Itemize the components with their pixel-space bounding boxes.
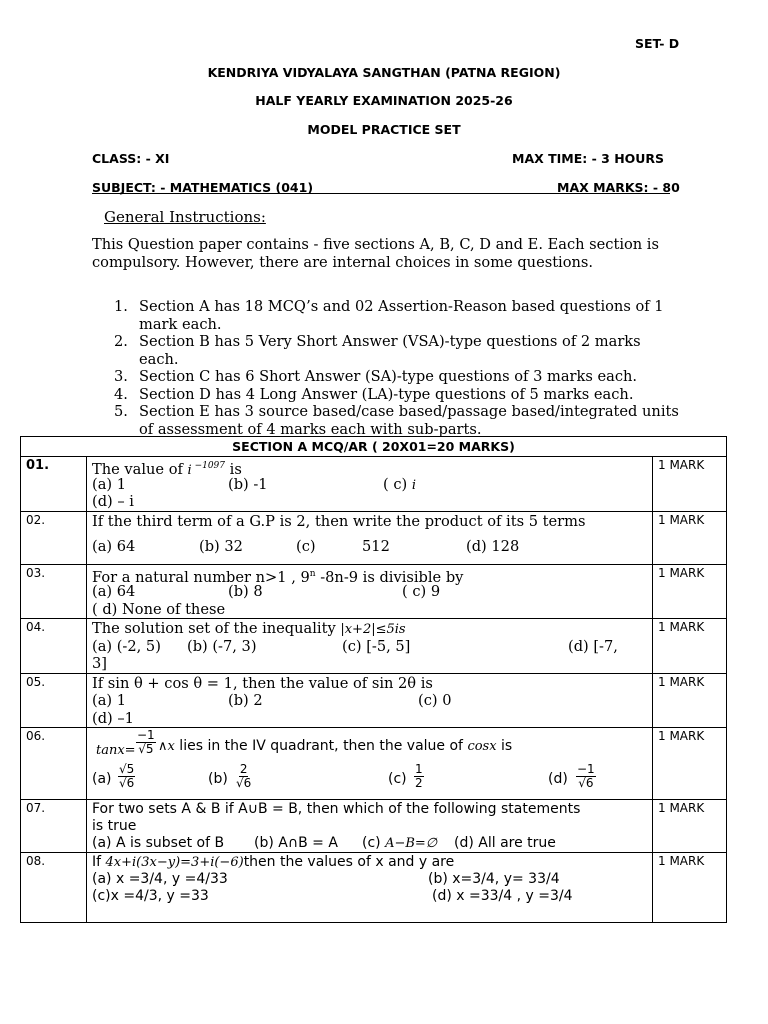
table-row: [21, 853, 727, 923]
question-7: For two sets A & B if A∪B = B, then which of the following statements is true (a) A is subset of B (b) A∩B = A (c) A−B=∅ (d) All are true: [87, 800, 653, 853]
header-underline: [92, 193, 670, 194]
marks-label: 1 MARK: [653, 800, 727, 853]
table-row: [21, 673, 727, 728]
table-row: [21, 564, 727, 619]
question-number: 05.: [21, 673, 87, 728]
exam-title: HALF YEARLY EXAMINATION 2025-26: [255, 93, 513, 108]
marks-label: 1 MARK: [653, 457, 727, 512]
instructions-intro: This Question paper contains - five sections A, B, C, D and E. Each section is compulsory. However, there are internal choices in some questions.: [92, 236, 659, 271]
section-a-title: SECTION A MCQ/AR ( 20X01=20 MARKS): [21, 437, 727, 457]
instructions-list: [92, 298, 682, 438]
question-8: If 4x+i(3x−y)=3+i(−6)then the values of x and y are (a) x =3/4, y =4/33 (b) x=3/4, y= 33/4 (c)x =4/3, y =33 (d) x =33/4 , y =3/4: [87, 853, 653, 923]
marks-label: 1 MARK: [653, 511, 727, 564]
paper-title: MODEL PRACTICE SET: [307, 122, 461, 137]
instruction-item: 1. Section A has 18 MCQ’s and 02 Assertion-Reason based questions of 1 mark each.: [114, 298, 664, 333]
organization-title: KENDRIYA VIDYALAYA SANGTHAN (PATNA REGION): [207, 65, 561, 80]
question-1: The value of i $^{-1097}$ is (a) 1 (b) -1 ( c) i (d) – i: [87, 457, 653, 512]
question-number: 08.: [21, 853, 87, 923]
instructions-heading: General Instructions:: [104, 208, 266, 226]
question-number: 07.: [21, 800, 87, 853]
question-3: For a natural number n>1 , 9$^n$ -8n-9 is divisible by (a) 64 (b) 8 ( c) 9 ( d) None of these: [87, 564, 653, 619]
question-number: 04.: [21, 619, 87, 674]
table-row: [21, 619, 727, 674]
question-6: tanx= $\frac{-1}{√5}$ ∧x lies in the IV quadrant, then the value of cosx is (a) $\frac{√5}{√6}$ (b) $\frac{2}{√6}$ (c) $\frac{1}{2}$ (d) $\frac{-1}{√6}$: [87, 728, 653, 800]
instruction-item: 2. Section B has 5 Very Short Answer (VSA)-type questions of 2 marks each.: [114, 333, 641, 368]
max-marks-label: MAX MARKS: - 80: [557, 180, 680, 195]
question-number: 03.: [21, 564, 87, 619]
set-label: SET- D: [635, 36, 680, 51]
class-label: CLASS: - XI: [92, 151, 170, 166]
question-number: 06.: [21, 728, 87, 800]
marks-label: 1 MARK: [653, 853, 727, 923]
question-number: 02.: [21, 511, 87, 564]
marks-label: 1 MARK: [653, 564, 727, 619]
question-number: 01.: [21, 457, 87, 512]
marks-label: 1 MARK: [653, 728, 727, 800]
table-row: [21, 457, 727, 512]
max-time-label: MAX TIME: - 3 HOURS: [512, 151, 665, 166]
question-4: The solution set of the inequality |x+2|≤5is (a) (-2, 5) (b) (-7, 3) (c) [-5, 5] (d) [-7, 3]: [87, 619, 653, 674]
question-5: If sin θ + cos θ = 1, then the value of sin 2θ is (a) 1 (b) 2 (c) 0 (d) –1: [87, 673, 653, 728]
table-row: [21, 511, 727, 564]
section-a-table: [20, 436, 727, 923]
instruction-item: 5. Section E has 3 source based/case based/passage based/integrated units of assessment of 4 marks each with sub-parts.: [114, 403, 679, 438]
table-row: [21, 800, 727, 853]
marks-label: 1 MARK: [653, 619, 727, 674]
subject-label: SUBJECT: - MATHEMATICS (041): [92, 180, 314, 195]
marks-label: 1 MARK: [653, 673, 727, 728]
instruction-item: 3. Section C has 6 Short Answer (SA)-type questions of 3 marks each.: [114, 368, 638, 385]
table-row: [21, 728, 727, 800]
instruction-item: 4. Section D has 4 Long Answer (LA)-type questions of 5 marks each.: [114, 385, 634, 403]
question-2: If the third term of a G.P is 2, then write the product of its 5 terms (a) 64 (b) 32 (c) 512 (d) 128: [87, 511, 653, 564]
